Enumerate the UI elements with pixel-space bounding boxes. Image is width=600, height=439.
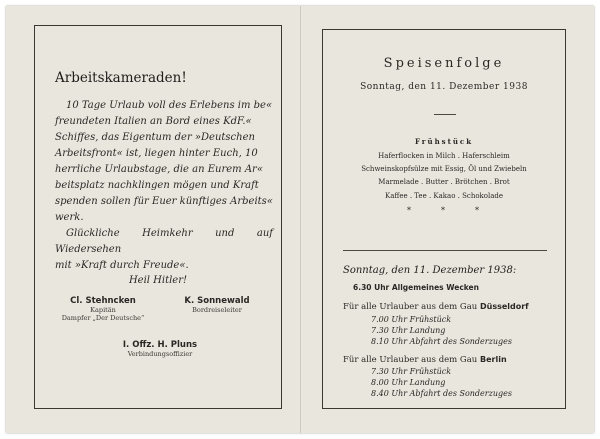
menu-date: Sonntag, den 11. Dezember 1938	[360, 82, 528, 92]
breakfast-line: Haferflocken in Milch . Haferschleim	[378, 152, 510, 160]
star-icon: *	[441, 206, 445, 215]
signature-name: K. Sonnewald	[184, 296, 250, 306]
group-heading-duesseldorf	[343, 302, 529, 312]
signature-role: Kapitän	[90, 306, 116, 314]
greeting-heading: Arbeitskameraden!	[55, 70, 187, 86]
schedule-item: 8.10 Uhr Abfahrt des Sonderzuges	[371, 337, 512, 346]
group-prefix: Für alle Urlauber aus dem Gau	[343, 302, 480, 312]
gau-name: Berlin	[479, 355, 507, 364]
letter-panel	[34, 25, 282, 409]
letter-line: spenden sollen für Euer künftiges Arbeits«	[55, 196, 273, 207]
star-icon: *	[475, 206, 479, 215]
letter-line: mit »Kraft durch Freude«.	[55, 260, 189, 271]
letter-line: beitsplatz nachklingen mögen und Kraft	[55, 180, 259, 191]
gau-name: Düsseldorf	[479, 302, 529, 311]
schedule-item: 7.30 Uhr Landung	[371, 326, 446, 335]
star-icon: *	[407, 206, 411, 215]
star-ornament	[323, 208, 565, 214]
menu-panel	[322, 29, 566, 409]
schedule-item: 7.00 Uhr Frühstück	[371, 315, 452, 324]
schedule-item: 8.00 Uhr Landung	[371, 378, 446, 387]
signature-role: Verbindungsoffizier	[127, 350, 193, 358]
schedule-date: Sonntag, den 11. Dezember 1938:	[343, 265, 517, 276]
signature-name: I. Offz. H. Pluns	[122, 340, 198, 350]
signature-name: Cl. Stehncken	[70, 296, 136, 306]
signature-role-ship: Dampfer „Der Deutsche“	[61, 314, 145, 322]
signature-tour-leader	[167, 296, 267, 314]
letter-line: Arbeitsfront« ist, liegen hinter Euch, 10	[55, 148, 258, 159]
schedule-item: 8.40 Uhr Abfahrt des Sonderzuges	[371, 389, 512, 398]
letter-line: Glückliche Heimkehr und auf Wiedersehen	[55, 228, 273, 255]
letter-line: freundeten Italien an Bord eines KdF.«	[55, 116, 252, 127]
breakfast-line: Kaffee . Tee . Kakao . Schokolade	[384, 192, 504, 200]
signature-captain	[55, 296, 151, 322]
schedule-item: 7.30 Uhr Frühstück	[371, 367, 452, 376]
signature-liaison-officer	[95, 340, 225, 358]
breakfast-line: Marmelade . Butter . Brötchen . Brot	[378, 178, 510, 186]
letter-line: 10 Tage Urlaub voll des Erlebens im be«	[66, 100, 273, 111]
signature-role: Bordreiseleiter	[192, 306, 242, 314]
wake-call: 6.30 Uhr Allgemeines Wecken	[353, 283, 479, 292]
divider	[434, 114, 456, 115]
letter-line: herrliche Urlaubstage, die an Eurem Ar«	[55, 164, 263, 175]
breakfast-line: Schweinskopfsülze mit Essig, Öl und Zwiebeln	[361, 165, 527, 173]
section-divider	[343, 250, 547, 251]
closing-salutation: Heil Hitler!	[128, 275, 188, 286]
group-prefix: Für alle Urlauber aus dem Gau	[343, 355, 480, 365]
center-fold	[300, 6, 301, 433]
letter-line: werk.	[55, 212, 84, 223]
letter-line: Schiffes, das Eigentum der »Deutschen	[55, 132, 255, 143]
breakfast-heading: Frühstück	[414, 137, 474, 146]
group-heading-berlin	[343, 355, 507, 365]
letter-body	[55, 98, 273, 274]
menu-title: Speisenfolge	[383, 56, 505, 71]
